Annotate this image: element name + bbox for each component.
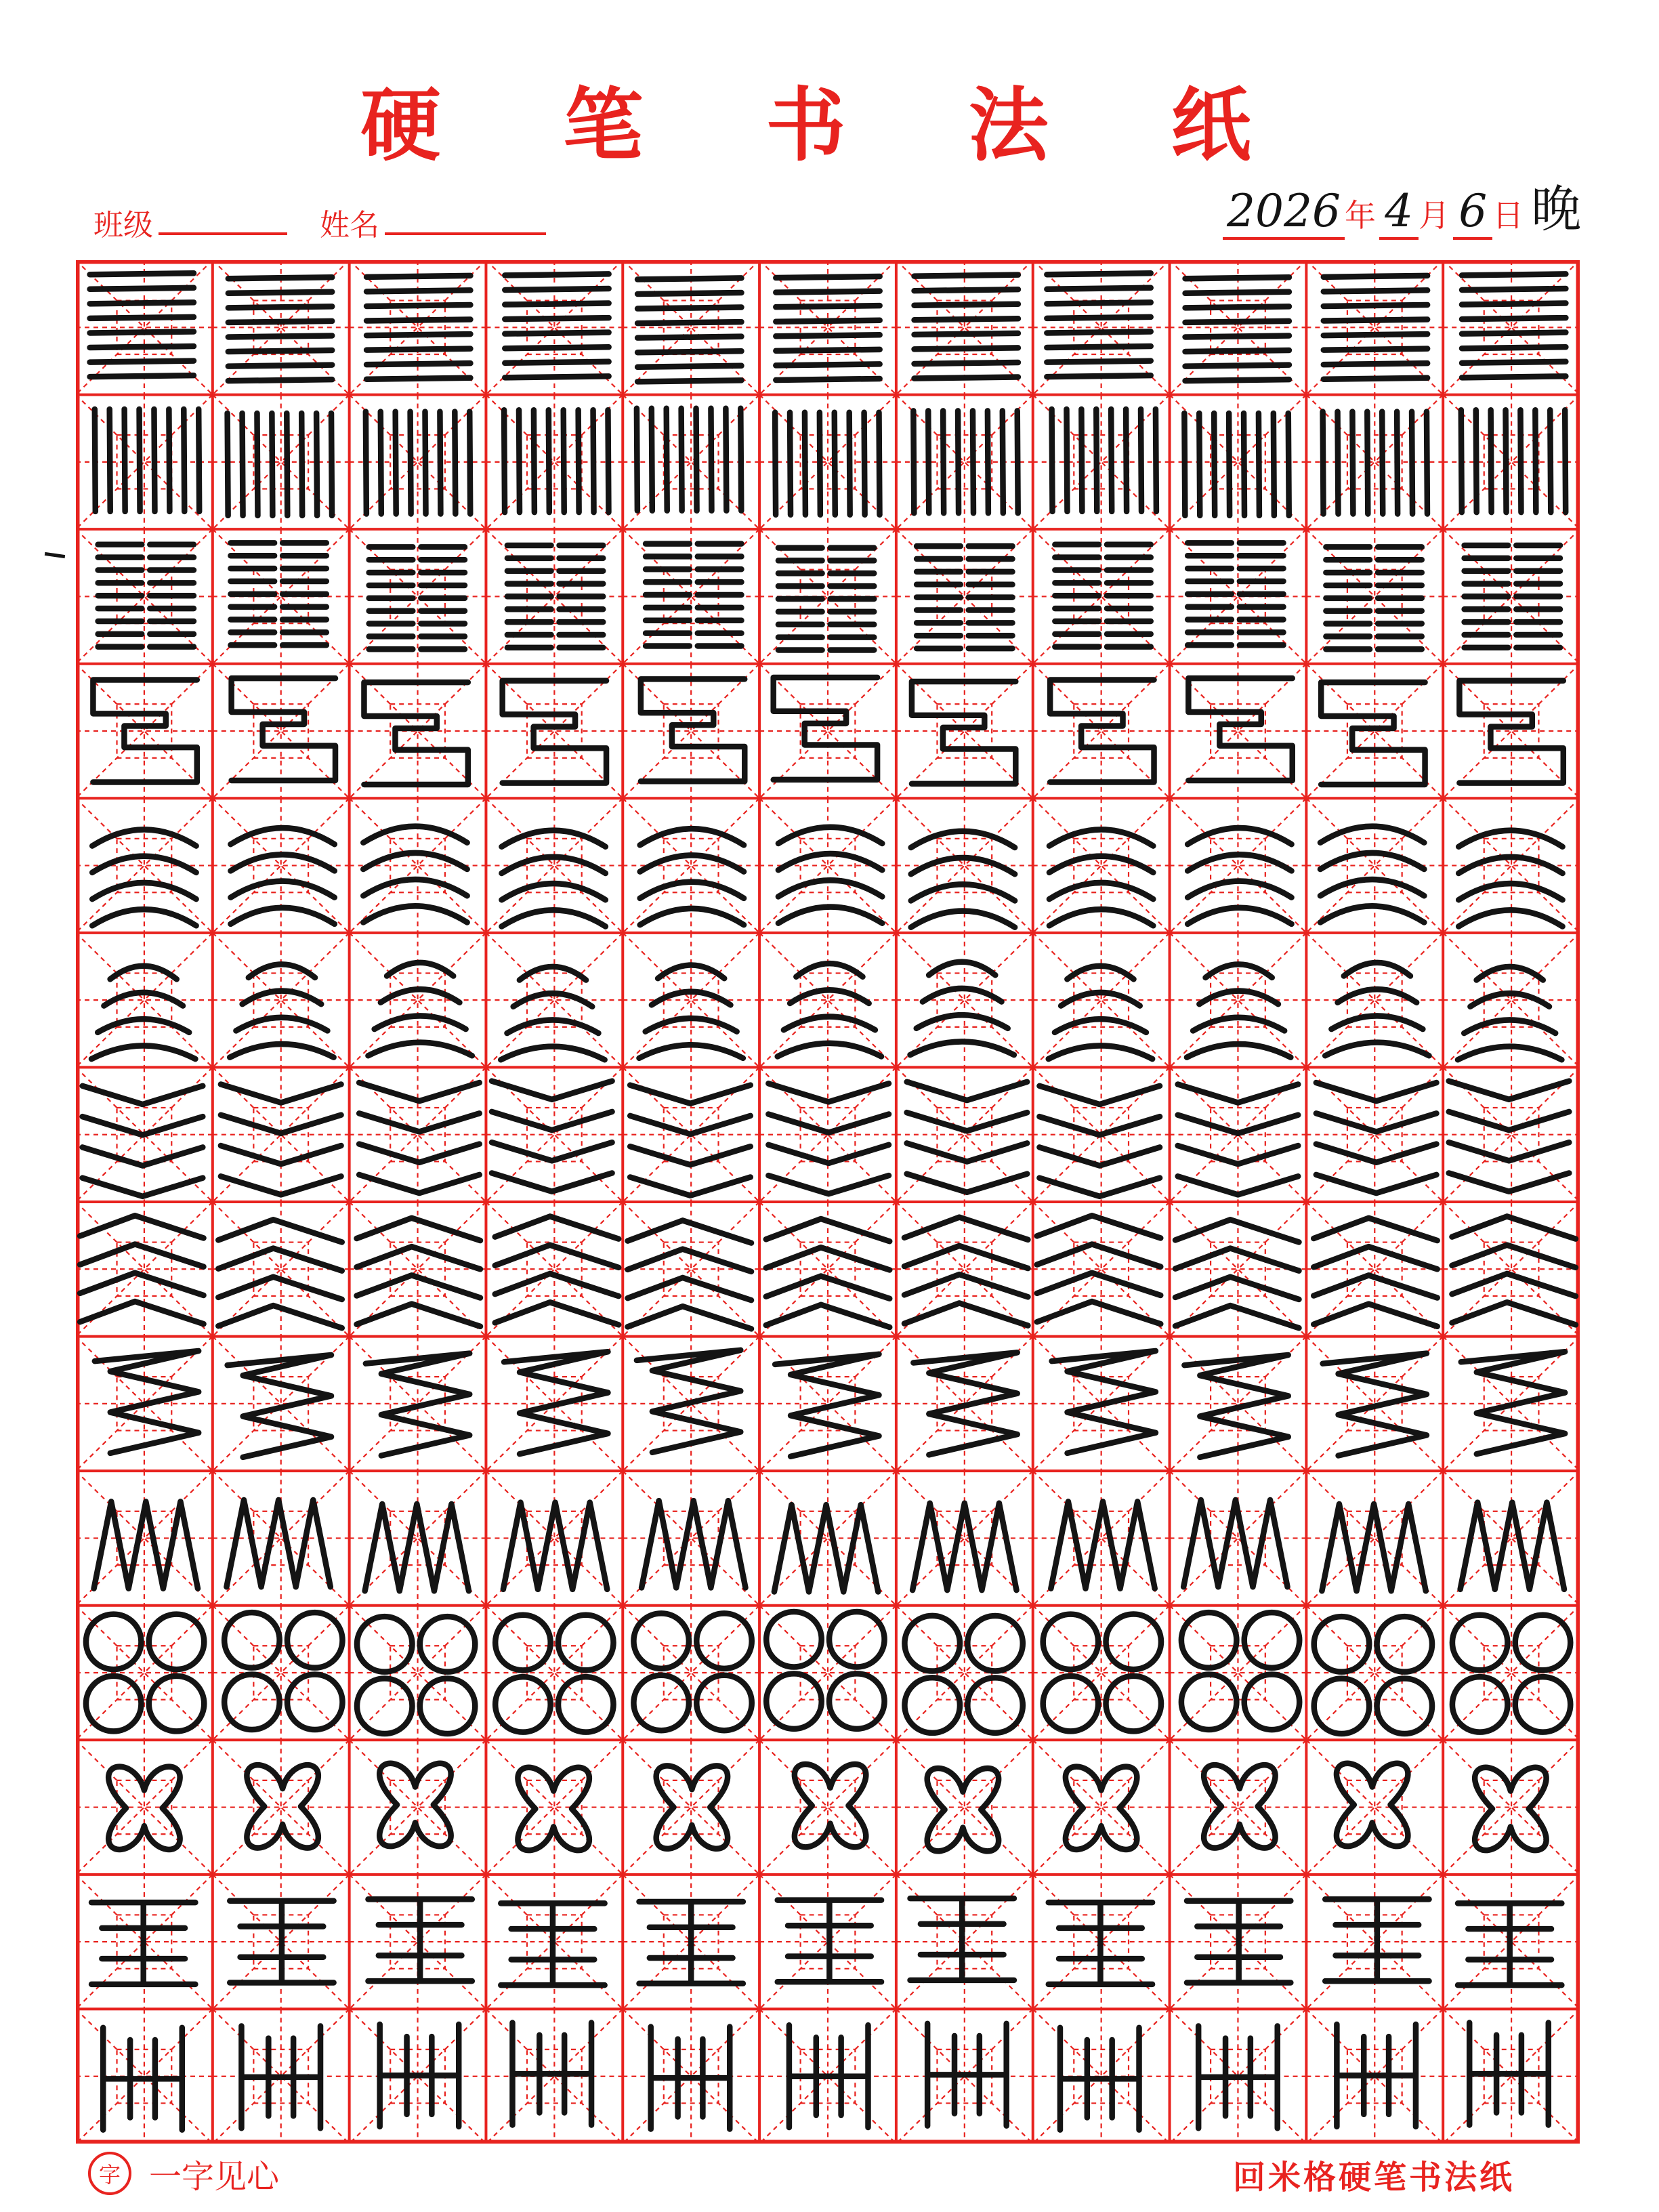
practice-stroke-vertical-lines [775, 413, 879, 515]
brand-logo [88, 2146, 279, 2200]
cell-guide [896, 1740, 1033, 1875]
cell-guide [1306, 395, 1443, 530]
practice-stroke-small-stacked-arcs [910, 962, 1014, 1055]
practice-stroke-short-horizontal-lines [1465, 545, 1560, 648]
practice-stroke-chevrons-down [1039, 1086, 1160, 1196]
practice-stroke-horizontal-bars-with-center [1049, 1902, 1152, 1984]
practice-stroke-small-stacked-arcs [778, 963, 881, 1056]
practice-stroke-stacked-arcs [778, 827, 882, 923]
cell-guide [896, 1471, 1033, 1606]
practice-stroke-small-stacked-arcs [1325, 963, 1429, 1056]
practice-stroke-horizontal-bars-with-center [1458, 1903, 1561, 1985]
cell-guide [759, 933, 896, 1068]
practice-stroke-chevrons-large [628, 1220, 751, 1329]
cell-guide [1306, 1740, 1443, 1875]
practice-stroke-horizontal-bars-with-center [1187, 1901, 1290, 1983]
practice-stroke-stacked-arcs [1188, 828, 1291, 924]
practice-stroke-chevrons-down [1316, 1083, 1437, 1193]
practice-stroke-stacked-arcs [230, 828, 334, 924]
practice-stroke-vertical-lines [366, 412, 470, 514]
stray-pen-mark [45, 552, 65, 558]
practice-stroke-vertical-lines [1323, 412, 1427, 514]
cell-guide [76, 1606, 213, 1740]
practice-stroke-vertical-lines [913, 411, 1017, 513]
practice-stroke-short-horizontal-lines [98, 545, 194, 647]
practice-stroke-vertical-bars-with-center [380, 2024, 459, 2127]
cell-guide [350, 260, 486, 395]
practice-stroke-chevrons-down [768, 1083, 889, 1194]
practice-stroke-horizontal-bars-with-center [230, 1901, 333, 1983]
practice-stroke-zigzag-vertical [1183, 1500, 1287, 1587]
practice-stroke-zigzag-vertical [226, 1500, 330, 1587]
cell-guide [1170, 1740, 1307, 1875]
cell-guide [486, 1606, 623, 1740]
practice-stroke-vertical-bars-with-center [789, 2025, 868, 2127]
practice-stroke-horizontal-bars-with-center [1325, 1899, 1429, 1981]
practice-stroke-horizontal-lines [1324, 276, 1427, 379]
practice-stroke-zigzag-vertical [503, 1503, 607, 1589]
practice-stroke-vertical-lines [228, 413, 332, 516]
practice-stroke-small-stacked-arcs [501, 967, 604, 1060]
practice-stroke-horizontal-lines [505, 274, 608, 377]
name-label: 姓名 [320, 208, 379, 243]
cell-guide [486, 664, 623, 799]
practice-stroke-vertical-bars-with-center [1469, 2023, 1549, 2125]
cell-guide [759, 395, 896, 530]
practice-stroke-zigzag-vertical [94, 1501, 198, 1588]
practice-stroke-vertical-bars-with-center [241, 2026, 320, 2128]
cell-guide [1443, 1606, 1580, 1740]
practice-stroke-horizontal-lines [915, 275, 1018, 379]
cell-guide [1443, 1740, 1580, 1875]
practice-stroke-short-horizontal-lines [1055, 545, 1150, 647]
cell-guide [76, 664, 213, 799]
practice-stroke-short-horizontal-lines [917, 546, 1012, 648]
practice-stroke-zigzag-vertical [774, 1505, 878, 1591]
cell-guide [1033, 1606, 1170, 1740]
practice-stroke-stacked-arcs [1458, 831, 1562, 927]
practice-stroke-vertical-bars-with-center [1198, 2026, 1278, 2128]
cell-guide [350, 1740, 486, 1875]
seal-icon: 字 [88, 2152, 131, 2195]
practice-stroke-stacked-arcs [640, 829, 744, 925]
practice-stroke-vertical-lines [95, 409, 199, 512]
cell-guide [623, 1740, 759, 1875]
practice-stroke-chevrons-down [630, 1085, 751, 1196]
practice-stroke-short-horizontal-lines [646, 544, 741, 646]
cell-guide [76, 1740, 213, 1875]
student-info-fields [93, 201, 569, 244]
cell-guide [1443, 664, 1580, 799]
practice-stroke-horizontal-bars-with-center [368, 1899, 471, 1981]
practice-stroke-short-horizontal-lines [507, 545, 603, 648]
practice-stroke-chevrons-down [359, 1083, 480, 1193]
time-of-day: 晚 [1531, 180, 1582, 238]
cell-guide [350, 395, 486, 530]
practice-stroke-zigzag-vertical [642, 1501, 745, 1587]
cell-guide [1033, 1740, 1170, 1875]
practice-stroke-small-stacked-arcs [230, 964, 333, 1057]
cell-guide [213, 933, 350, 1068]
cell-guide [213, 1740, 350, 1875]
practice-stroke-small-stacked-arcs [1049, 966, 1152, 1059]
practice-stroke-vertical-lines [1461, 410, 1566, 512]
name-field-line[interactable] [385, 232, 546, 235]
cell-guide [76, 798, 213, 933]
date-month: 4 [1385, 185, 1414, 237]
page-title: 硬 笔 书 法 纸 [360, 78, 1299, 172]
cell-guide [1033, 798, 1170, 933]
practice-stroke-small-stacked-arcs [1187, 964, 1290, 1057]
practice-stroke-small-stacked-arcs [368, 963, 471, 1056]
practice-stroke-small-stacked-arcs [1458, 967, 1561, 1060]
class-field-line[interactable] [159, 232, 287, 235]
practice-stroke-vertical-bars-with-center [1060, 2028, 1139, 2130]
practice-stroke-vertical-lines [1184, 413, 1288, 516]
cell-guide [896, 933, 1033, 1068]
practice-stroke-horizontal-bars-with-center [778, 1900, 881, 1982]
practice-stroke-zigzag-vertical [365, 1504, 469, 1591]
cell-guide [486, 1740, 623, 1875]
practice-grid [76, 260, 1580, 2144]
practice-stroke-vertical-bars-with-center [512, 2023, 591, 2125]
practice-stroke-zigzag-vertical [1322, 1504, 1425, 1591]
practice-stroke-chevrons-large [357, 1218, 480, 1327]
practice-stroke-vertical-lines [504, 410, 608, 512]
practice-stroke-circles-2x2 [1181, 1612, 1299, 1730]
practice-stroke-horizontal-bars-with-center [501, 1903, 604, 1985]
practice-stroke-small-stacked-arcs [91, 966, 195, 1059]
practice-stroke-vertical-bars-with-center [1337, 2024, 1416, 2127]
practice-stroke-stacked-arcs [501, 831, 605, 927]
cell-guide [1170, 933, 1307, 1068]
practice-stroke-stacked-arcs [1320, 827, 1424, 923]
practice-stroke-circles-2x2 [224, 1612, 342, 1730]
brand-name: 一字见心 [149, 2157, 280, 2196]
practice-stroke-zigzag-vertical [1461, 1503, 1564, 1589]
cell-guide [1306, 933, 1443, 1068]
practice-stroke-horizontal-bars-with-center [910, 1898, 1014, 1980]
cell-guide [759, 1740, 896, 1875]
date-day: 6 [1458, 185, 1488, 237]
practice-stroke-horizontal-lines [1462, 274, 1566, 377]
practice-stroke-horizontal-bars-with-center [91, 1902, 195, 1984]
practice-stroke-horizontal-lines [366, 276, 470, 379]
date-field [1223, 169, 1581, 244]
cell-guide [350, 933, 486, 1068]
cell-guide [1306, 260, 1443, 395]
practice-stroke-chevrons-large [1175, 1219, 1299, 1328]
date-year: 2026 [1227, 185, 1341, 237]
month-unit: 月 [1419, 197, 1450, 234]
paper-type-label: 回米格硬笔书法纸 [1233, 2158, 1515, 2196]
practice-stroke-chevrons-large [1314, 1218, 1437, 1327]
practice-stroke-horizontal-bars-with-center [639, 1902, 742, 1984]
practice-stroke-stacked-arcs [911, 831, 1015, 927]
class-label: 班级 [93, 208, 153, 243]
practice-stroke-stacked-arcs [363, 827, 467, 923]
cell-guide [1033, 664, 1170, 799]
year-unit: 年 [1345, 197, 1376, 234]
practice-stroke-zigzag-vertical [1051, 1501, 1154, 1588]
practice-stroke-chevrons-down [83, 1086, 203, 1196]
practice-stroke-zigzag-horizontal [637, 1350, 740, 1453]
practice-stroke-vertical-bars-with-center [103, 2028, 182, 2130]
practice-stroke-vertical-lines [1052, 409, 1156, 512]
practice-stroke-vertical-bars-with-center [927, 2024, 1007, 2126]
practice-stroke-horizontal-lines [776, 276, 879, 380]
day-unit: 日 [1492, 197, 1524, 234]
practice-stroke-vertical-bars-with-center [651, 2027, 730, 2129]
practice-stroke-chevrons-large [218, 1219, 341, 1328]
